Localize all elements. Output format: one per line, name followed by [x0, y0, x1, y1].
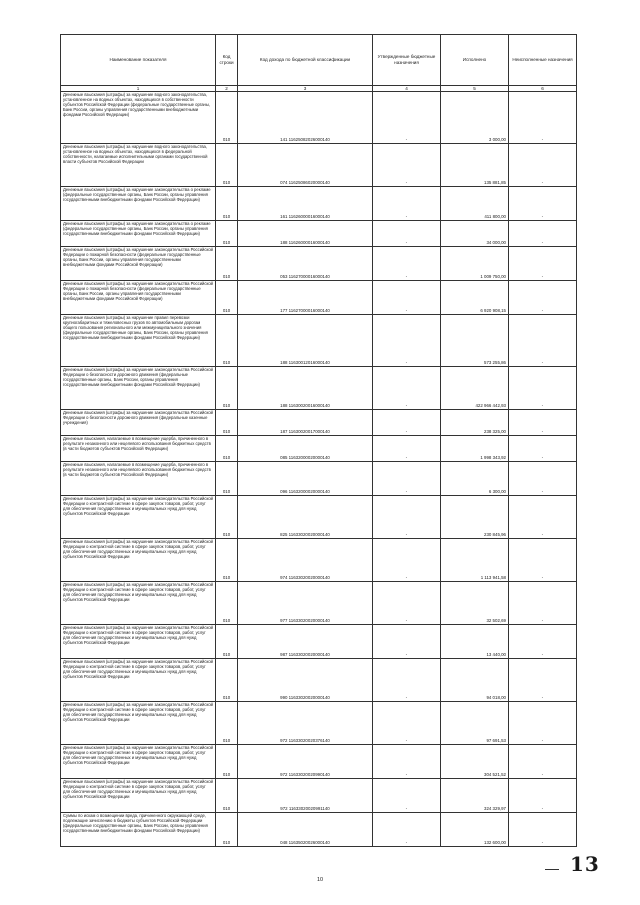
row-code-cell: 010 — [216, 582, 238, 625]
header-kbk: Код дохода по бюджетной классификации — [238, 35, 373, 86]
row-executed-cell: 132 600,00 — [441, 813, 509, 847]
row-unexecuted-cell: - — [509, 187, 577, 221]
table-row — [61, 281, 577, 315]
row-code-cell: 010 — [216, 247, 238, 281]
row-executed-cell: 6 920 908,15 — [441, 281, 509, 315]
row-executed-cell: 6 300,00 — [441, 462, 509, 496]
column-number: 5 — [441, 86, 509, 92]
row-unexecuted-cell: - — [509, 745, 577, 779]
column-number: 6 — [509, 86, 577, 92]
row-approved-cell: - — [373, 92, 441, 144]
row-kbk-cell: 141 11625082026000140 — [238, 92, 373, 144]
row-executed-cell: 97 691,53 — [441, 702, 509, 745]
table-body — [61, 92, 577, 847]
row-approved-cell: - — [373, 659, 441, 702]
row-unexecuted-cell: - — [509, 702, 577, 745]
row-kbk-cell: 096 11632000020000140 — [238, 462, 373, 496]
row-kbk-cell: 972 11633020020991140 — [238, 779, 373, 813]
row-kbk-cell: 972 11633020020990140 — [238, 745, 373, 779]
row-code-cell: 010 — [216, 436, 238, 462]
row-name-cell: Денежные взыскания (штрафы) за нарушение законодательства Российской Федерации о контрактной системе в сфере закупок товаров, работ, услуг для обеспечения государственных и муниципальных нужд для нужд субъектов Российской Федерации — [61, 496, 216, 539]
header-unexecuted: Неисполненные назначения — [509, 35, 577, 86]
row-executed-cell: 1 009 750,00 — [441, 247, 509, 281]
row-code-cell: 010 — [216, 410, 238, 436]
row-unexecuted-cell: - — [509, 410, 577, 436]
row-code-cell: 010 — [216, 221, 238, 247]
row-unexecuted-cell: - — [509, 813, 577, 847]
row-unexecuted-cell: - — [509, 582, 577, 625]
row-kbk-cell: 977 11633020020000140 — [238, 582, 373, 625]
column-number: 4 — [373, 86, 441, 92]
table-row — [61, 315, 577, 367]
row-name-cell: Денежные взыскания (штрафы) за нарушение законодательства Российской Федерации о контрактной системе в сфере закупок товаров, работ, услуг для обеспечения государственных и муниципальных нужд для нужд субъектов Российской Федерации — [61, 539, 216, 582]
row-unexecuted-cell: - — [509, 367, 577, 410]
row-approved-cell: - — [373, 367, 441, 410]
row-code-cell: 010 — [216, 367, 238, 410]
table-row — [61, 144, 577, 187]
row-approved-cell: - — [373, 144, 441, 187]
row-name-cell: Суммы по искам о возмещении вреда, причиненного окружающей среде, подлежащие зачислению в бюджеты субъектов Российской Федерации (федеральные государственные органы, Банк России, органы управления государственными внебюджетными фондами Российской Федерации) — [61, 813, 216, 847]
table-row — [61, 436, 577, 462]
row-executed-cell: 324 329,97 — [441, 779, 509, 813]
header-executed: Исполнено — [441, 35, 509, 86]
row-approved-cell: - — [373, 281, 441, 315]
row-kbk-cell: 987 11633020020000140 — [238, 625, 373, 659]
row-name-cell: Денежные взыскания (штрафы) за нарушение законодательства Российской Федерации о контрактной системе в сфере закупок товаров, работ, услуг для обеспечения государственных и муниципальных нужд для нужд субъектов Российской Федерации — [61, 659, 216, 702]
row-approved-cell: - — [373, 702, 441, 745]
header-name: Наименование показателя — [61, 35, 216, 86]
row-code-cell: 010 — [216, 659, 238, 702]
row-unexecuted-cell: - — [509, 625, 577, 659]
row-approved-cell: - — [373, 410, 441, 436]
table-row — [61, 625, 577, 659]
row-executed-cell: 1 113 941,58 — [441, 539, 509, 582]
row-unexecuted-cell: - — [509, 281, 577, 315]
row-code-cell: 010 — [216, 539, 238, 582]
stamp-number: 13 — [570, 852, 600, 876]
row-executed-cell: 32 502,69 — [441, 582, 509, 625]
table-row — [61, 659, 577, 702]
row-executed-cell: 135 881,85 — [441, 144, 509, 187]
row-name-cell: Денежные взыскания (штрафы) за нарушение законодательства Российской Федерации о безопасности дорожного движения (федеральные государственные органы, Банк России, органы управления государственными внебюджетными фондами Российской Федерации) — [61, 367, 216, 410]
row-approved-cell: - — [373, 539, 441, 582]
row-kbk-cell: 048 11635020026000140 — [238, 813, 373, 847]
row-approved-cell: - — [373, 582, 441, 625]
row-approved-cell: - — [373, 187, 441, 221]
row-approved-cell: - — [373, 221, 441, 247]
row-approved-cell: - — [373, 625, 441, 659]
row-code-cell: 010 — [216, 745, 238, 779]
row-code-cell: 010 — [216, 187, 238, 221]
row-name-cell: Денежные взыскания, налагаемые в возмещение ущерба, причиненного в результате незаконного или нецелевого использования бюджетных средств (в части бюджетов субъектов Российской Федерации) — [61, 436, 216, 462]
header-approved: Утвержденные бюджетные назначения — [373, 35, 441, 86]
row-name-cell: Денежные взыскания, налагаемые в возмещение ущерба, причиненного в результате незаконного или нецелевого использования бюджетных средств (в части бюджетов субъектов Российской Федерации) — [61, 462, 216, 496]
table-row — [61, 779, 577, 813]
table-row — [61, 462, 577, 496]
row-kbk-cell: 825 11633020020000140 — [238, 496, 373, 539]
table-row — [61, 221, 577, 247]
row-kbk-cell: 974 11633020020000140 — [238, 539, 373, 582]
header-code: Код строки — [216, 35, 238, 86]
row-approved-cell: - — [373, 496, 441, 539]
table-row — [61, 702, 577, 745]
row-approved-cell: - — [373, 462, 441, 496]
column-number: 2 — [216, 86, 238, 92]
row-approved-cell: - — [373, 779, 441, 813]
table-header-row — [61, 35, 577, 86]
row-unexecuted-cell: - — [509, 496, 577, 539]
budget-income-table — [60, 34, 577, 847]
row-kbk-cell: 188 11630020016000140 — [238, 367, 373, 410]
row-executed-cell: 3 000,00 — [441, 92, 509, 144]
row-executed-cell: 573 255,86 — [441, 315, 509, 367]
row-unexecuted-cell: - — [509, 315, 577, 367]
row-kbk-cell: 085 11632000020000140 — [238, 436, 373, 462]
table-row — [61, 247, 577, 281]
row-code-cell: 010 — [216, 144, 238, 187]
row-executed-cell: 304 521,52 — [441, 745, 509, 779]
row-kbk-cell: 074 11625086020000140 — [238, 144, 373, 187]
row-unexecuted-cell: - — [509, 92, 577, 144]
row-executed-cell: 422 966 442,93 — [441, 367, 509, 410]
row-code-cell: 010 — [216, 462, 238, 496]
row-kbk-cell: 188 11630012016000140 — [238, 315, 373, 367]
row-unexecuted-cell: - — [509, 462, 577, 496]
row-unexecuted-cell: - — [509, 221, 577, 247]
row-code-cell: 010 — [216, 92, 238, 144]
row-kbk-cell: 972 11633020020376140 — [238, 702, 373, 745]
row-code-cell: 010 — [216, 281, 238, 315]
row-name-cell: Денежные взыскания (штрафы) за нарушение водного законодательства, установленное на водных объектах, находящихся в федеральной собственности, налагаемые исполнительными органами государственной власти субъектов Российской Федерации — [61, 144, 216, 187]
row-name-cell: Денежные взыскания (штрафы) за нарушение законодательства о рекламе (федеральные государственные органы, Банк России, органы управления государственными внебюджетными фондами Российской Федерации) — [61, 187, 216, 221]
row-unexecuted-cell: - — [509, 539, 577, 582]
table-row — [61, 187, 577, 221]
column-number: 3 — [238, 86, 373, 92]
row-executed-cell: 238 325,00 — [441, 410, 509, 436]
row-kbk-cell: 161 11626000016000140 — [238, 187, 373, 221]
table-row — [61, 539, 577, 582]
row-kbk-cell: 188 11626000016000140 — [238, 221, 373, 247]
row-kbk-cell: 990 11633020020000140 — [238, 659, 373, 702]
row-executed-cell: 94 018,00 — [441, 659, 509, 702]
row-name-cell: Денежные взыскания (штрафы) за нарушение законодательства Российской Федерации о контрактной системе в сфере закупок товаров, работ, услуг для обеспечения государственных и муниципальных нужд для нужд субъектов Российской Федерации — [61, 582, 216, 625]
row-kbk-cell: 053 11627000016000140 — [238, 247, 373, 281]
row-unexecuted-cell: - — [509, 659, 577, 702]
row-code-cell: 010 — [216, 702, 238, 745]
row-code-cell: 010 — [216, 625, 238, 659]
table-row — [61, 496, 577, 539]
row-unexecuted-cell: - — [509, 779, 577, 813]
row-code-cell: 010 — [216, 315, 238, 367]
row-name-cell: Денежные взыскания (штрафы) за нарушение законодательства Российской Федерации о пожарной безопасности (федеральные государственные органы, Банк России, органы управления государственными внебюджетными фондами Российской Федерации) — [61, 281, 216, 315]
row-kbk-cell: 187 11630020017000140 — [238, 410, 373, 436]
row-approved-cell: - — [373, 813, 441, 847]
page-number: 10 — [316, 877, 324, 883]
row-unexecuted-cell: - — [509, 247, 577, 281]
table-row — [61, 745, 577, 779]
row-name-cell: Денежные взыскания (штрафы) за нарушение законодательства Российской Федерации о пожарной безопасности (федеральные государственные органы, Банк России, органы управления государственными внебюджетными фондами Российской Федерации) — [61, 247, 216, 281]
row-code-cell: 010 — [216, 779, 238, 813]
row-executed-cell: 13 440,00 — [441, 625, 509, 659]
stamp-dash — [545, 869, 559, 870]
column-number: 1 — [61, 86, 216, 92]
row-executed-cell: 34 000,00 — [441, 221, 509, 247]
row-unexecuted-cell: - — [509, 436, 577, 462]
row-approved-cell: - — [373, 315, 441, 367]
table-row — [61, 92, 577, 144]
row-approved-cell: - — [373, 436, 441, 462]
row-name-cell: Денежные взыскания (штрафы) за нарушение законодательства Российской Федерации о контрактной системе в сфере закупок товаров, работ, услуг для обеспечения государственных и муниципальных нужд для нужд субъектов Российской Федерации — [61, 702, 216, 745]
row-name-cell: Денежные взыскания (штрафы) за нарушение законодательства о рекламе (федеральные государственные органы, Банк России, органы управления государственными внебюджетными фондами Российской Федерации) — [61, 221, 216, 247]
row-executed-cell: 411 800,00 — [441, 187, 509, 221]
table-row — [61, 367, 577, 410]
row-name-cell: Денежные взыскания (штрафы) за нарушение законодательства Российской Федерации о контрактной системе в сфере закупок товаров, работ, услуг для обеспечения государственных и муниципальных нужд для нужд субъектов Российской Федерации — [61, 779, 216, 813]
row-executed-cell: 230 845,96 — [441, 496, 509, 539]
row-code-cell: 010 — [216, 813, 238, 847]
row-name-cell: Денежные взыскания (штрафы) за нарушение правил перевозки крупногабаритных и тяжеловесных грузов по автомобильным дорогам общего пользования регионального или межмуниципального значения (федеральные государственные органы, Банк России, органы управления государственными внебюджетными фондами Российской Федерации) — [61, 315, 216, 367]
row-name-cell: Денежные взыскания (штрафы) за нарушение законодательства Российской Федерации о безопасности дорожного движения (федеральные казенные учреждения) — [61, 410, 216, 436]
row-name-cell: Денежные взыскания (штрафы) за нарушение законодательства Российской Федерации о контрактной системе в сфере закупок товаров, работ, услуг для обеспечения государственных и муниципальных нужд для нужд субъектов Российской Федерации — [61, 745, 216, 779]
table-row — [61, 582, 577, 625]
row-unexecuted-cell: - — [509, 144, 577, 187]
table-row — [61, 813, 577, 847]
table-row — [61, 410, 577, 436]
row-name-cell: Денежные взыскания (штрафы) за нарушение законодательства Российской Федерации о контрактной системе в сфере закупок товаров, работ, услуг для обеспечения государственных и муниципальных нужд для нужд субъектов Российской Федерации — [61, 625, 216, 659]
row-code-cell: 010 — [216, 496, 238, 539]
row-kbk-cell: 177 11627000016000140 — [238, 281, 373, 315]
row-approved-cell: - — [373, 247, 441, 281]
row-name-cell: Денежные взыскания (штрафы) за нарушение водного законодательства, установленное на водных объектах, находящихся в собственности субъектов Российской Федерации (федеральные государственные органы, Банк России, органы управления государственными внебюджетными фондами Российской Федерации) — [61, 92, 216, 144]
row-executed-cell: 1 998 343,92 — [441, 436, 509, 462]
row-approved-cell: - — [373, 745, 441, 779]
